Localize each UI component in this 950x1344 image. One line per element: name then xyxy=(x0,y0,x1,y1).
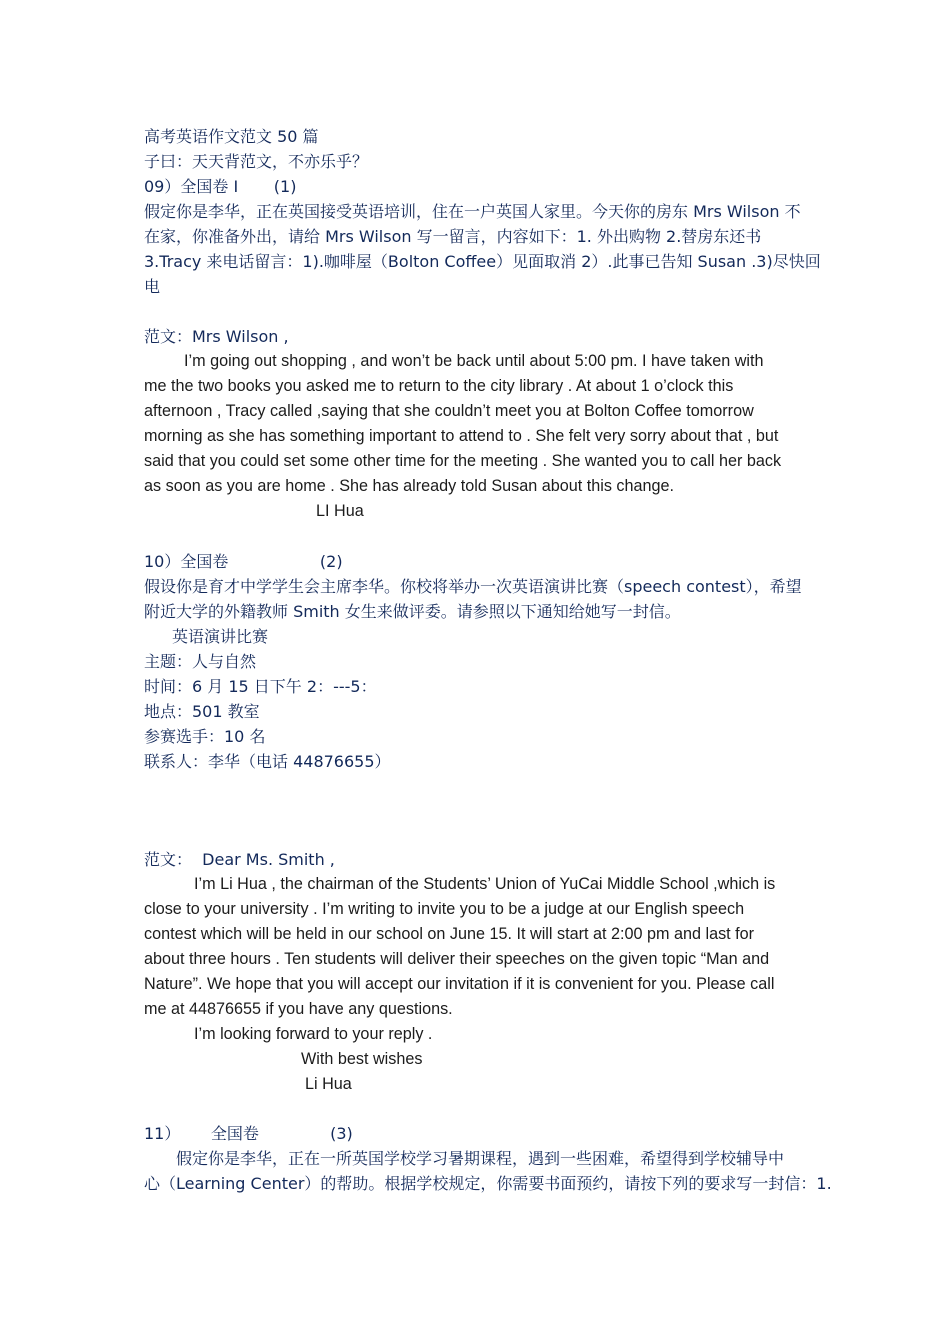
prompt-line: 假设你是育才中学学生会主席李华。你校将举办一次英语演讲比赛（speech contest），希望 xyxy=(144,577,802,596)
section-heading: 10）全国卷 (2) xyxy=(144,552,343,571)
signature: LI Hua xyxy=(316,502,364,520)
essay-line: contest which will be held in our school on June 15. It will start at 2:00 pm and last for xyxy=(144,925,755,943)
notice-line: 参赛选手：10 名 xyxy=(144,727,266,746)
essay-line: Nature”. We hope that you will accept our invitation if it is convenient for you. Please call xyxy=(144,975,775,993)
essay-line: afternoon , Tracy called ,saying that she couldn’t meet you at Bolton Coffee tomorrow xyxy=(144,402,754,420)
essay-line: I’m going out shopping , and won’t be back until about 5:00 pm. I have taken with xyxy=(184,352,764,370)
sample-label: 范文：Mrs Wilson , xyxy=(144,327,289,346)
prompt-line: 假定你是李华，正在英国接受英语培训，住在一户英国人家里。今天你的房东 Mrs Wilson 不 xyxy=(144,202,801,221)
prompt-line: 假定你是李华，正在一所英国学校学习暑期课程，遇到一些困难，希望得到学校辅导中 xyxy=(176,1149,785,1168)
essay-line: close to your university . I’m writing to invite you to be a judge at our English speech xyxy=(144,900,745,918)
closing-line: I’m looking forward to your reply . xyxy=(194,1025,433,1043)
essay-line: me at 44876655 if you have any questions. xyxy=(144,1000,453,1018)
notice-title: 英语演讲比赛 xyxy=(172,627,269,646)
prompt-line: 附近大学的外籍教师 Smith 女生来做评委。请参照以下通知给她写一封信。 xyxy=(144,602,681,621)
prompt-line: 3.Tracy 来电话留言：1).咖啡屋（Bolton Coffee）见面取消 2）.此事已告知 Susan .3)尽快回 xyxy=(144,252,821,271)
section-heading: 09）全国卷 I (1) xyxy=(144,177,297,196)
notice-line: 时间：6 月 15 日下午 2：---5： xyxy=(144,677,377,696)
notice-line: 地点：501 教室 xyxy=(144,702,260,721)
essay-line: as soon as you are home . She has already told Susan about this change. xyxy=(144,477,675,495)
closing: With best wishes xyxy=(301,1050,423,1068)
signature: Li Hua xyxy=(305,1075,352,1093)
prompt-line: 电 xyxy=(144,277,161,296)
document-title: 高考英语作文范文 50 篇 xyxy=(144,127,319,146)
sample-label: 范文： Dear Ms. Smith , xyxy=(144,850,335,869)
essay-line: morning as she has something important to attend to . She felt very sorry about that , but xyxy=(144,427,779,445)
motto-line: 子曰：天天背范文，不亦乐乎？ xyxy=(144,152,369,171)
essay-line: about three hours . Ten students will deliver their speeches on the given topic “Man and xyxy=(144,950,770,968)
section-heading: 11） 全国卷 (3) xyxy=(144,1124,353,1143)
notice-line: 联系人：李华（电话 44876655） xyxy=(144,752,391,771)
essay-line: I’m Li Hua , the chairman of the Students’ Union of YuCai Middle School ,which is xyxy=(194,875,776,893)
prompt-line: 在家，你准备外出，请给 Mrs Wilson 写一留言，内容如下：1. 外出购物 2.替房东还书 xyxy=(144,227,762,246)
notice-line: 主题：人与自然 xyxy=(144,652,257,671)
essay-line: me the two books you asked me to return to the city library . At about 1 o’clock this xyxy=(144,377,734,395)
prompt-line: 心（Learning Center）的帮助。根据学校规定，你需要书面预约，请按下列的要求写一封信：1. xyxy=(144,1174,832,1193)
essay-line: said that you could set some other time for the meeting . She wanted you to call her back xyxy=(144,452,782,470)
